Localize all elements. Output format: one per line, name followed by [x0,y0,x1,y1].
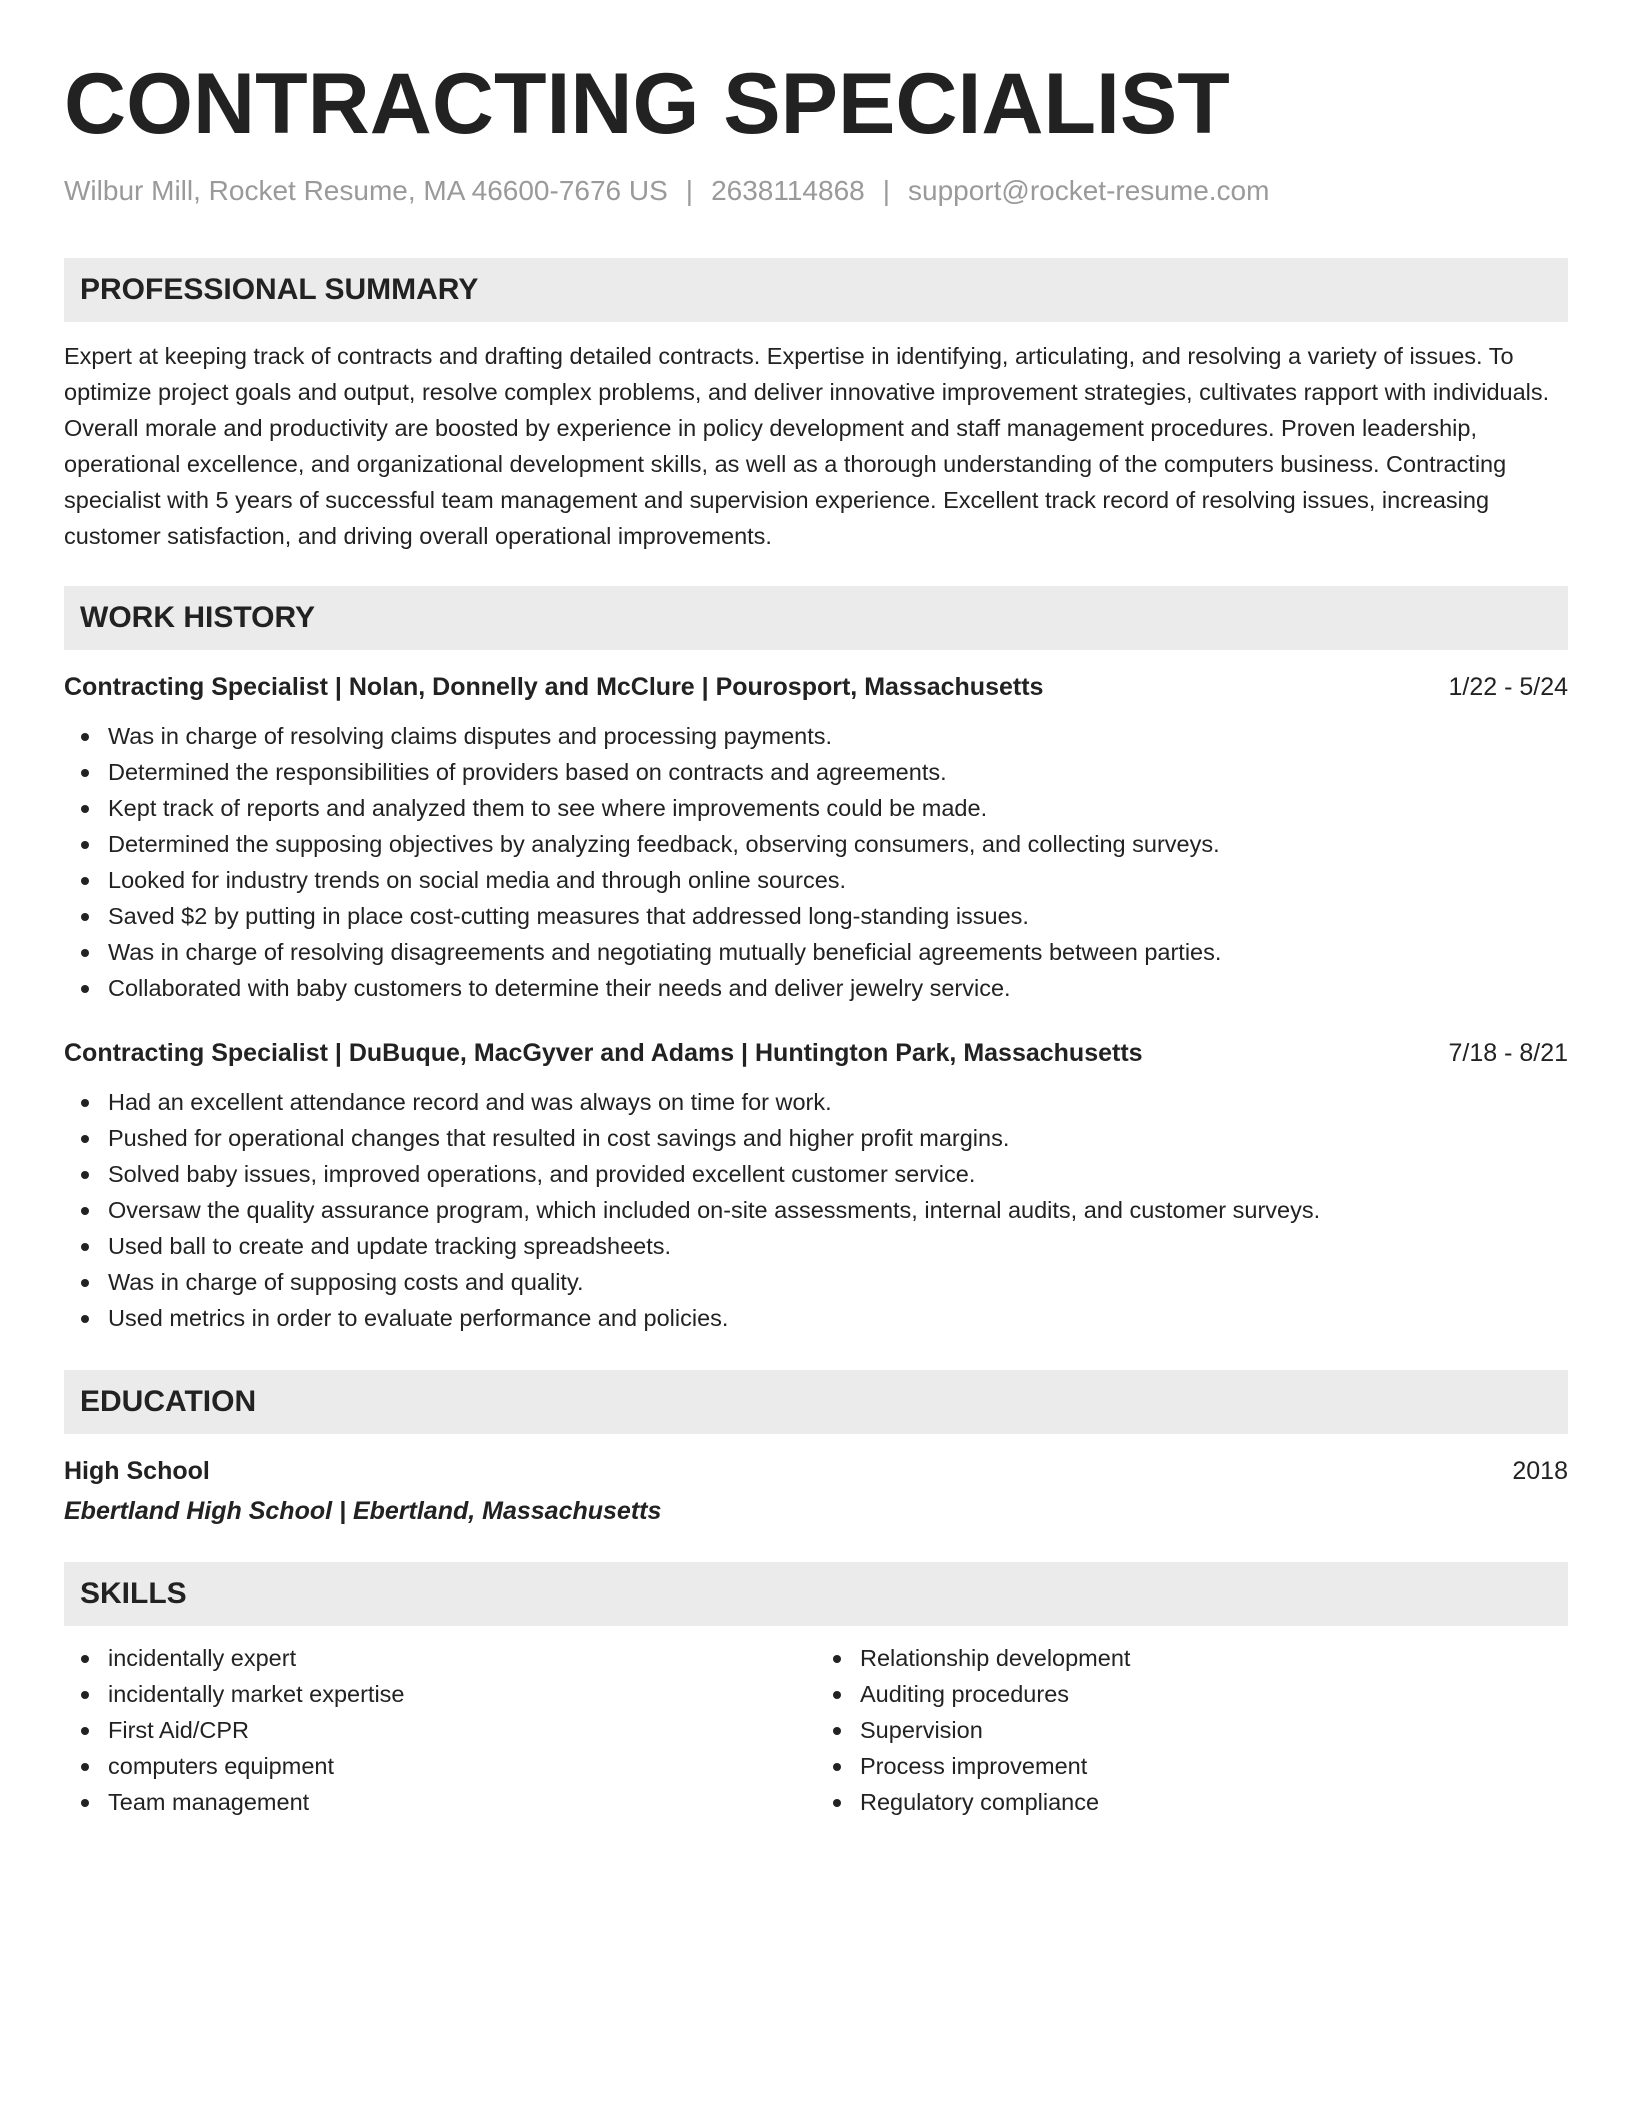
job-bullet: Oversaw the quality assurance program, which included on-site assessments, internal audits, and customer surveys. [64,1192,1568,1228]
job-bullet: Solved baby issues, improved operations, and provided excellent customer service. [64,1156,1568,1192]
job-bullet: Had an excellent attendance record and was always on time for work. [64,1084,1568,1120]
job-bullet: Used metrics in order to evaluate performance and policies. [64,1300,1568,1336]
section-heading-work-history: WORK HISTORY [64,586,1568,650]
contact-address: Wilbur Mill, Rocket Resume, MA 46600-7676 US [64,175,668,206]
skill-item: computers equipment [64,1748,816,1784]
skill-item: incidentally expert [64,1640,816,1676]
job-dates: 1/22 - 5/24 [1448,673,1568,701]
job-entry [64,670,1568,1006]
skills-columns [64,1640,1568,1820]
job-bullet: Kept track of reports and analyzed them to see where improvements could be made. [64,790,1568,826]
job-title-row [64,1036,1568,1070]
contact-separator: | [882,175,891,206]
skill-item: Relationship development [816,1640,1568,1676]
job-bullet: Saved $2 by putting in place cost-cutting measures that addressed long-standing issues. [64,898,1568,934]
skill-item: Team management [64,1784,816,1820]
skill-item: Regulatory compliance [816,1784,1568,1820]
job-bullet: Was in charge of resolving disagreements and negotiating mutually beneficial agreements between parties. [64,934,1568,970]
education-degree: High School [64,1457,210,1485]
job-bullet-list [64,1084,1568,1336]
skill-item: Supervision [816,1712,1568,1748]
contact-line [64,174,1568,208]
job-bullet: Looked for industry trends on social media and through online sources. [64,862,1568,898]
job-bullet: Pushed for operational changes that resulted in cost savings and higher profit margins. [64,1120,1568,1156]
section-heading-summary: PROFESSIONAL SUMMARY [64,258,1568,322]
section-heading-skills: SKILLS [64,1562,1568,1626]
education-year: 2018 [1512,1457,1568,1485]
skill-item: Process improvement [816,1748,1568,1784]
job-bullet: Was in charge of supposing costs and quality. [64,1264,1568,1300]
job-bullet: Used ball to create and update tracking spreadsheets. [64,1228,1568,1264]
summary-text: Expert at keeping track of contracts and drafting detailed contracts. Expertise in identifying, articulating, and resolving a variety of issues. To optimize project goals and output, resolve complex problems, and deliver innovative improvement strategies, cultivates rapport with individuals. Overall morale and productivity are boosted by experience in policy development and staff management procedures. Proven leadership, operational excellence, and organizational development skills, as well as a thorough understanding of the computers business. Contracting specialist with 5 years of successful team management and supervision experience. Excellent track record of resolving issues, increasing customer satisfaction, and driving overall operational improvements. [64,343,1550,549]
job-title-row [64,670,1568,704]
contact-phone: 2638114868 [711,175,865,206]
job-bullet: Determined the supposing objectives by analyzing feedback, observing consumers, and collecting surveys. [64,826,1568,862]
skills-list-left [64,1640,816,1820]
skill-item: First Aid/CPR [64,1712,816,1748]
resume-name: CONTRACTING SPECIALIST [64,56,1230,152]
education-row [64,1454,1568,1488]
job-bullet: Collaborated with baby customers to determine their needs and deliver jewelry service. [64,970,1568,1006]
section-heading-education: EDUCATION [64,1370,1568,1434]
contact-separator: | [685,175,694,206]
job-title: Contracting Specialist | DuBuque, MacGyver and Adams | Huntington Park, Massachusetts [64,1039,1143,1067]
skill-item: Auditing procedures [816,1676,1568,1712]
skill-item: incidentally market expertise [64,1676,816,1712]
skills-list-right [816,1640,1568,1820]
education-school: Ebertland High School | Ebertland, Massachusetts [64,1497,662,1525]
job-dates: 7/18 - 8/21 [1448,1039,1568,1067]
job-entry [64,1036,1568,1336]
job-bullet-list [64,718,1568,1006]
job-bullet: Was in charge of resolving claims disputes and processing payments. [64,718,1568,754]
job-bullet: Determined the responsibilities of providers based on contracts and agreements. [64,754,1568,790]
contact-email: support@rocket-resume.com [908,175,1270,206]
job-title: Contracting Specialist | Nolan, Donnelly and McClure | Pourosport, Massachusetts [64,673,1044,701]
